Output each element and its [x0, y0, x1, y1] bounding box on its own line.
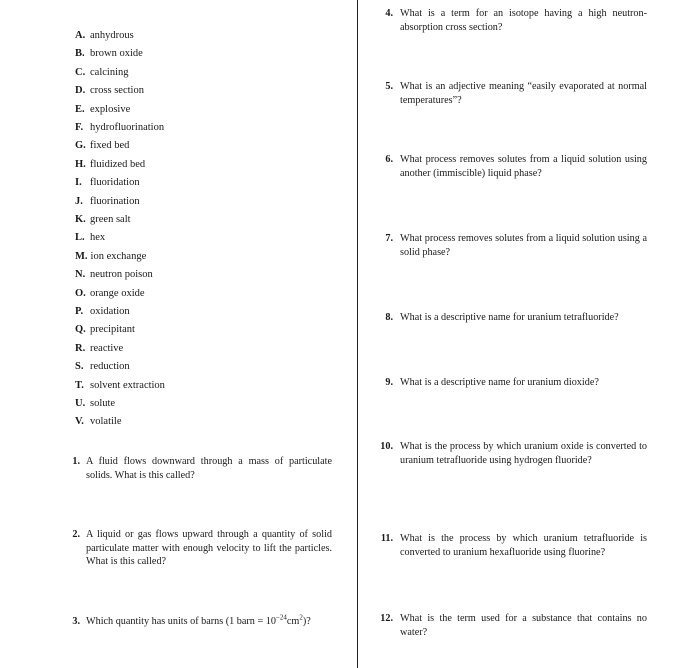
option-text: green salt	[90, 214, 131, 225]
option-letter: A.	[75, 30, 86, 41]
option-text: solvent extraction	[90, 379, 165, 391]
option-k	[75, 213, 131, 226]
option-text: precipitant	[90, 324, 135, 335]
question-2	[68, 528, 332, 569]
option-text: anhydrous	[90, 30, 134, 41]
option-text: fixed bed	[90, 140, 130, 151]
option-letter: H.	[75, 158, 86, 170]
question-12	[381, 612, 647, 639]
option-text: oxidation	[90, 306, 130, 317]
option-h	[75, 158, 145, 171]
question-number: 2.	[72, 529, 80, 540]
option-letter: Q.	[75, 324, 86, 335]
option-n	[75, 268, 153, 281]
question-text: What is the term used for a substance that contains no water?	[400, 613, 647, 638]
option-text: orange oxide	[90, 287, 145, 299]
question-text-part: )?	[302, 616, 311, 627]
option-letter: M.	[75, 250, 88, 262]
question-text-part: cm	[286, 616, 300, 627]
question-number: 9.	[385, 377, 393, 388]
question-number: 4.	[385, 8, 393, 19]
option-e	[75, 103, 130, 116]
question-5	[381, 80, 647, 107]
option-letter: V.	[75, 416, 84, 427]
question-number: 6.	[385, 154, 393, 165]
column-divider	[357, 0, 358, 668]
option-d	[75, 84, 144, 97]
option-s	[75, 360, 130, 373]
option-letter: F.	[75, 122, 84, 133]
option-letter: I.	[75, 177, 82, 188]
option-text: fluidized bed	[90, 158, 146, 170]
question-1	[68, 455, 332, 482]
option-c	[75, 66, 128, 79]
option-letter: T.	[75, 379, 84, 391]
question-text: What process removes solutes from a liquid solution using another (immiscible) liquid phase?	[400, 154, 647, 179]
question-number: 1.	[72, 456, 80, 467]
question-number: 5.	[385, 81, 393, 92]
option-text: neutron poison	[90, 269, 153, 280]
question-text: What is the process by which uranium oxide is converted to uranium tetrafluoride using hydrogen fluoride?	[400, 441, 647, 466]
option-letter: C.	[75, 66, 86, 78]
question-text-part: Which quantity has units of barns (1 barn = 10	[86, 616, 276, 627]
option-o	[75, 287, 145, 300]
question-text: What process removes solutes from a liquid solution using a solid phase?	[400, 233, 647, 258]
option-f	[75, 121, 164, 134]
option-v	[75, 415, 122, 428]
option-letter: P.	[75, 306, 84, 317]
option-a	[75, 29, 134, 42]
question-number: 7.	[385, 233, 393, 244]
question-text: A fluid flows downward through a mass of particulate solids. What is this called?	[86, 456, 332, 481]
exponent: 2	[299, 613, 303, 622]
question-text: What is a term for an isotope having a high neutron-absorption cross section?	[400, 8, 647, 33]
option-letter: G.	[75, 140, 86, 151]
question-text: What is the process by which uranium tetrafluoride is converted to uranium hexafluoride using fluorine?	[400, 533, 647, 558]
option-text: reduction	[90, 361, 130, 372]
option-l	[75, 231, 105, 244]
question-text: What is a descriptive name for uranium tetrafluoride?	[400, 312, 619, 323]
option-letter: U.	[75, 398, 86, 409]
question-number: 3.	[72, 616, 80, 627]
option-text: reactive	[90, 342, 124, 354]
question-number: 11.	[380, 533, 393, 544]
option-letter: O.	[75, 287, 86, 299]
question-text: What is an adjective meaning “easily evaporated at normal temperatures”?	[400, 81, 647, 106]
question-number: 10.	[380, 441, 393, 452]
option-letter: E.	[75, 103, 85, 115]
question-number: 8.	[385, 312, 393, 323]
option-text: fluoridation	[90, 177, 140, 188]
question-10	[381, 440, 647, 467]
question-number: 12.	[380, 613, 393, 624]
option-i	[75, 176, 140, 189]
option-text: calcining	[90, 66, 129, 78]
option-b	[75, 47, 143, 60]
option-letter: B.	[75, 48, 85, 59]
option-letter: L.	[75, 232, 85, 243]
option-p	[75, 305, 130, 318]
option-text: hex	[90, 232, 106, 243]
question-3	[68, 615, 332, 629]
option-text: explosive	[90, 103, 131, 115]
option-text: cross section	[90, 85, 144, 96]
option-letter: D.	[75, 85, 86, 96]
option-m	[75, 250, 146, 263]
option-text: hydrofluorination	[90, 122, 165, 133]
option-text: solute	[90, 398, 116, 409]
exponent: −24	[275, 613, 287, 622]
question-11	[381, 532, 647, 559]
option-letter: K.	[75, 214, 86, 225]
option-j	[75, 195, 140, 208]
option-letter: R.	[75, 342, 86, 354]
option-letter: N.	[75, 269, 86, 280]
question-text: What is a descriptive name for uranium dioxide?	[400, 377, 599, 388]
option-g	[75, 139, 129, 152]
option-text: ion exchange	[90, 250, 147, 262]
option-letter: S.	[75, 361, 84, 372]
question-4	[381, 7, 647, 34]
option-text: volatile	[90, 416, 122, 427]
option-q	[75, 323, 135, 336]
option-text: brown oxide	[90, 48, 143, 59]
option-letter: J.	[75, 195, 83, 207]
question-text	[86, 615, 332, 629]
question-text: A liquid or gas flows upward through a quantity of solid particulate matter with enough velocity to lift the particles. What is this called?	[86, 529, 332, 568]
question-9	[381, 376, 647, 390]
option-t	[75, 379, 165, 392]
option-u	[75, 397, 115, 410]
question-7	[381, 232, 647, 259]
question-8	[381, 311, 647, 325]
option-r	[75, 342, 123, 355]
option-text: fluorination	[90, 195, 140, 207]
question-6	[381, 153, 647, 180]
